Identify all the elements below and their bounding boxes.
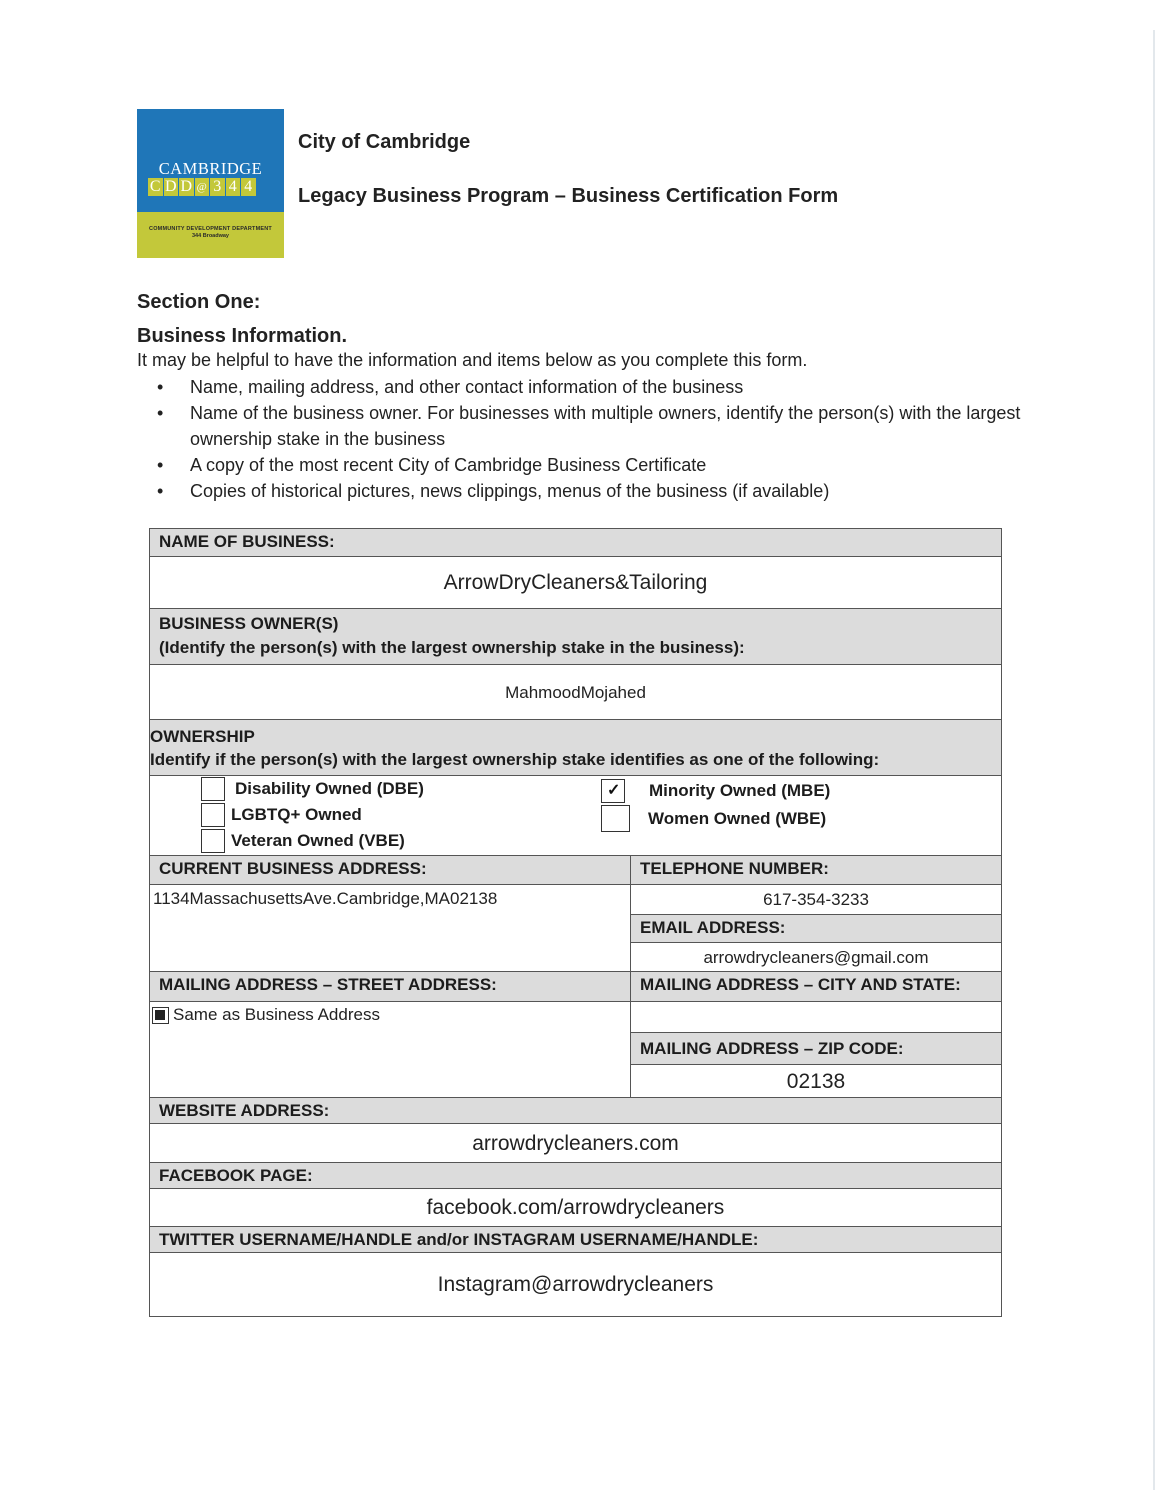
business-address-field[interactable]: 1134MassachusettsAve.Cambridge,MA02138 (153, 889, 498, 908)
checkmark-icon: ✓ (607, 782, 621, 799)
logo-dept-text: COMMUNITY DEVELOPMENT DEPARTMENT (149, 226, 272, 232)
form-title: Legacy Business Program – Business Certification Form (298, 185, 839, 207)
requirements-list (137, 374, 1037, 504)
business-owner-label: BUSINESS OWNER(S) (Identify the person(s) with the largest ownership stake in the business): (150, 609, 1001, 665)
mailing-zip-field[interactable]: 02138 (786, 1070, 846, 1093)
mailing-zip-label: MAILING ADDRESS – ZIP CODE: (631, 1033, 1001, 1065)
logo-tile: 3 (210, 178, 225, 196)
ownership-options (150, 776, 1001, 856)
logo-bottom-band (137, 212, 284, 258)
logo-tile: D (180, 178, 193, 195)
option-veteran-owned[interactable]: Veteran Owned (VBE) (201, 829, 405, 853)
section-intro: It may be helpful to have the information and items below as you complete this form. (137, 350, 808, 370)
logo-address-text: 344 Broadway (192, 233, 229, 239)
section-title: Section One: (137, 291, 261, 313)
logo-tile: @ (195, 178, 210, 196)
social-handle-field[interactable]: Instagram@arrowdrycleaners (437, 1273, 714, 1296)
facebook-label: FACEBOOK PAGE: (150, 1163, 1001, 1189)
ownership-label: OWNERSHIP Identify if the person(s) with the largest ownership stake identifies as one of the following: (150, 720, 1001, 776)
same-as-business-checkbox[interactable]: Same as Business Address (150, 1002, 630, 1028)
logo-tile: 4 (241, 178, 256, 196)
bullet-icon: • (157, 403, 164, 423)
list-item: • Name, mailing address, and other contact information of the business (137, 374, 1037, 400)
checkbox-icon[interactable] (201, 829, 225, 853)
website-field[interactable]: arrowdrycleaners.com (150, 1124, 1001, 1163)
option-disability-owned[interactable]: Disability Owned (DBE) (201, 777, 424, 801)
checkbox-icon[interactable] (201, 777, 225, 801)
logo-tile: D (164, 178, 177, 195)
logo-tile: C (149, 178, 161, 195)
checkbox-icon[interactable] (201, 803, 225, 827)
option-women-owned[interactable]: Women Owned (WBE) (601, 805, 826, 832)
business-name-field[interactable]: ArrowDryCleaners&Tailoring (150, 557, 1001, 609)
bullet-icon: • (157, 377, 164, 397)
certification-form (149, 528, 1002, 1317)
telephone-field[interactable]: 617-354-3233 (631, 885, 1001, 915)
org-title: City of Cambridge (298, 131, 471, 153)
telephone-label: TELEPHONE NUMBER: (631, 856, 1001, 885)
checkbox-icon[interactable] (601, 805, 630, 832)
checkbox-checked-icon[interactable] (601, 779, 625, 803)
mailing-city-state-label: MAILING ADDRESS – CITY AND STATE: (631, 972, 1001, 1002)
section-subtitle: Business Information. (137, 325, 348, 347)
facebook-field[interactable]: facebook.com/arrowdrycleaners (150, 1189, 1001, 1227)
email-field[interactable]: arrowdrycleaners@gmail.com (703, 948, 929, 967)
business-address-label: CURRENT BUSINESS ADDRESS: (150, 856, 630, 885)
mailing-street-label: MAILING ADDRESS – STREET ADDRESS: (150, 972, 630, 1002)
business-name-label: NAME OF BUSINESS: (150, 529, 1001, 557)
checkbox-checked-icon[interactable] (152, 1007, 169, 1024)
social-handle-label: TWITTER USERNAME/HANDLE and/or INSTAGRAM USERNAME/HANDLE: (150, 1227, 1001, 1253)
option-lgbtq-owned[interactable]: LGBTQ+ Owned (201, 803, 362, 827)
logo-cambridge-text: CAMBRIDGE (158, 159, 263, 178)
business-owner-field[interactable]: MahmoodMojahed (150, 665, 1001, 720)
logo-top-band (137, 109, 284, 212)
email-label: EMAIL ADDRESS: (631, 915, 1001, 943)
list-item: • Name of the business owner. For businesses with multiple owners, identify the person(s) with the largest ownership stake in the business (137, 400, 1037, 452)
list-item: • A copy of the most recent City of Cambridge Business Certificate (137, 452, 1037, 478)
address-contact-block (150, 856, 1001, 972)
bullet-icon: • (157, 481, 164, 501)
scanner-edge-line (1153, 30, 1155, 1490)
bullet-icon: • (157, 455, 164, 475)
website-label: WEBSITE ADDRESS: (150, 1098, 1001, 1124)
mailing-city-state-field[interactable] (631, 1002, 1001, 1033)
cdd-logo (137, 109, 284, 258)
logo-cdd-tiles (148, 178, 256, 196)
mailing-address-block (150, 972, 1001, 1098)
option-minority-owned[interactable]: ✓ Minority Owned (MBE) (601, 779, 830, 803)
list-item: • Copies of historical pictures, news clippings, menus of the business (if available) (137, 478, 1037, 504)
logo-tile: 4 (226, 178, 241, 196)
